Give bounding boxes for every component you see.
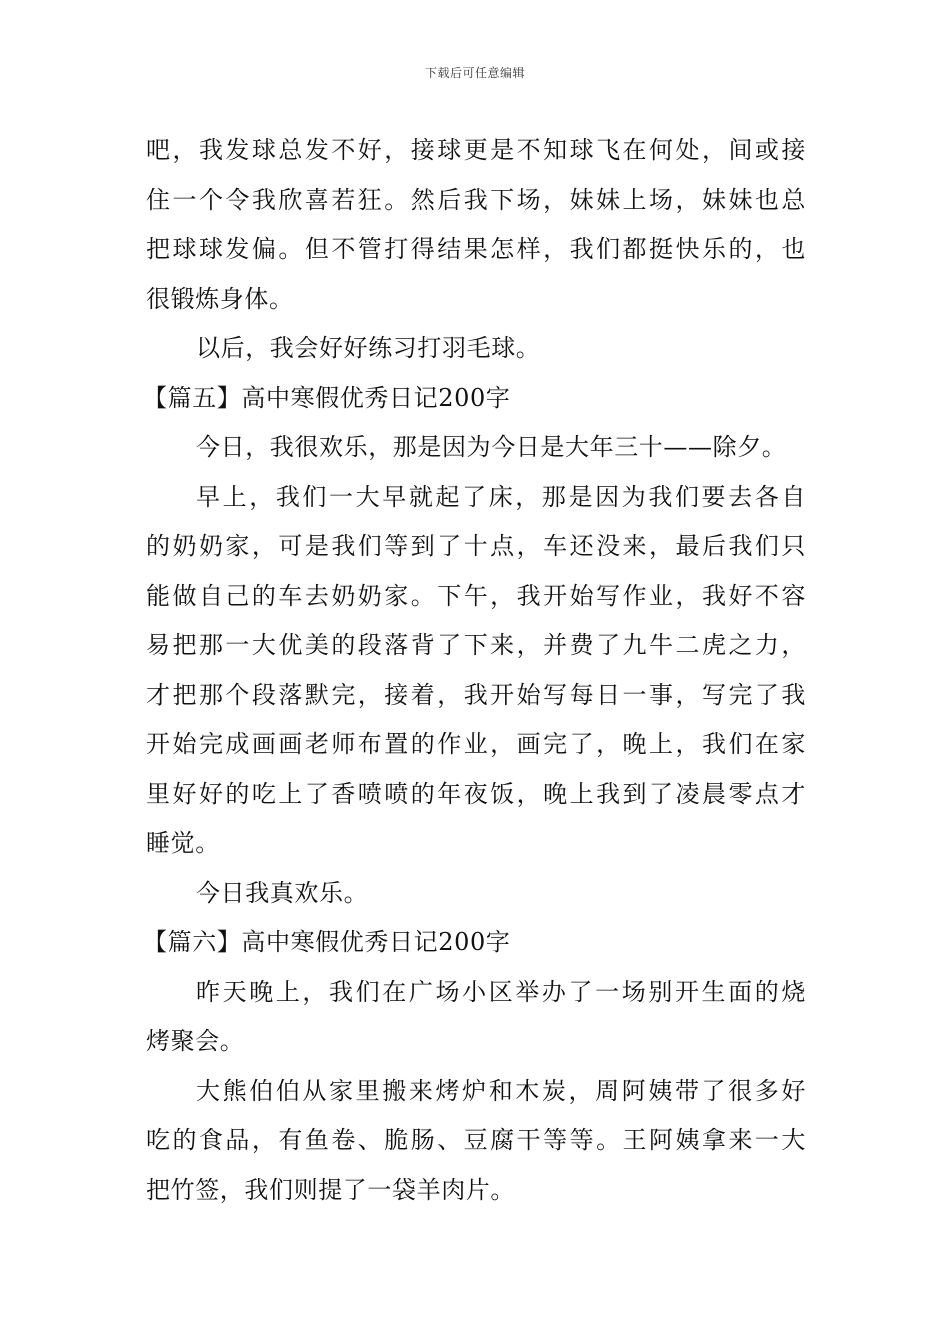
text-line: 能做自己的车去奶奶家。下午，我开始写作业，我好不容 (146, 581, 806, 610)
text-line: 烤聚会。 (146, 1027, 245, 1055)
text-line: 吃的食品，有鱼卷、脆肠、豆腐干等等。王阿姨拿来一大 (146, 1126, 806, 1154)
paragraph (146, 1067, 806, 1216)
page-header: 下载后可任意编辑 (424, 66, 525, 80)
text-line: 才把那个段落默完，接着，我开始写每日一事，写完了我 (146, 680, 806, 709)
text-line: 昨天晚上，我们在广场小区举办了一场别开生面的烧 (196, 977, 806, 1006)
text-line: 早上，我们一大早就起了床，那是因为我们要去各自 (196, 482, 806, 511)
text-line: 今日，我很欢乐，那是因为今日是大年三十——除夕。 (196, 433, 787, 461)
text-line: 的奶奶家，可是我们等到了十点，车还没来，最后我们只 (146, 532, 806, 560)
text-line: 睡觉。 (146, 829, 220, 857)
text-line: 把球球发偏。但不管打得结果怎样，我们都挺快乐的，也 (146, 235, 806, 263)
text-line: 吧，我发球总发不好，接球更是不知球飞在何处，间或接 (146, 136, 806, 164)
text-line: 把竹签，我们则提了一袋羊肉片。 (146, 1175, 515, 1204)
paragraph (146, 324, 806, 374)
text-line: 大熊伯伯从家里搬来烤炉和木炭，周阿姨带了很多好 (196, 1076, 806, 1105)
document-body (143, 126, 806, 1215)
text-line: 开始完成画画老师布置的作业，画完了，晚上，我们在家 (146, 730, 806, 758)
paragraph (146, 473, 806, 869)
text-line: 很锻炼身体。 (146, 284, 294, 313)
heading-line: 【篇六】高中寒假优秀日记200字 (143, 928, 511, 956)
text-line: 里好好的吃上了香喷喷的年夜饭，晚上我到了凌晨零点才 (146, 779, 806, 808)
text-line: 以后，我会好好练习打羽毛球。 (196, 334, 541, 362)
heading-line: 【篇五】高中寒假优秀日记200字 (143, 383, 511, 412)
text-line: 易把那一大优美的段落背了下来，并费了九牛二虎之力， (146, 631, 806, 659)
paragraph (146, 423, 806, 473)
paragraph (146, 968, 806, 1067)
paragraph (146, 869, 806, 919)
text-line: 住一个令我欣喜若狂。然后我下场，妹妹上场，妹妹也总 (146, 185, 806, 214)
section-heading (143, 918, 806, 968)
text-line: 今日我真欢乐。 (196, 878, 369, 907)
section-heading (143, 374, 806, 424)
paragraph (146, 126, 806, 324)
